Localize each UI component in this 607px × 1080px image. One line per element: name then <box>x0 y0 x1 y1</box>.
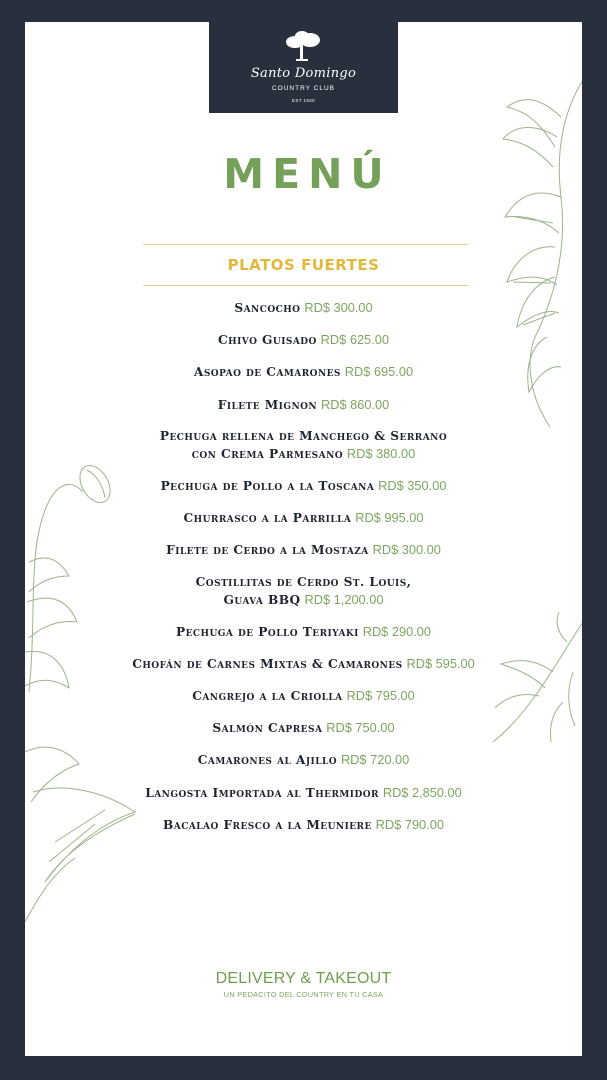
tree-logo-icon <box>283 30 323 64</box>
club-logo <box>209 22 398 113</box>
menu-item <box>25 331 582 349</box>
menu-item-line <box>25 687 582 705</box>
menu-item <box>25 719 582 737</box>
dish-name: con Crema Parmesano <box>191 446 344 461</box>
section-rule-bottom <box>143 285 469 286</box>
dish-price: RD$ 795.00 <box>346 688 415 704</box>
menu-item-line <box>25 574 582 591</box>
menu-item <box>25 477 582 495</box>
dish-name: Chofán de Carnes Mixtas & Camarones <box>132 656 403 671</box>
menu-item <box>25 784 582 802</box>
menu-item <box>25 816 582 834</box>
menu-item <box>25 655 582 673</box>
menu-item <box>25 574 582 609</box>
dish-name: Langosta Importada al Thermidor <box>145 785 379 800</box>
menu-title: MENÚ <box>223 150 392 198</box>
menu-item-line <box>25 331 582 349</box>
dish-price: RD$ 720.00 <box>340 752 410 768</box>
menu-item-line <box>25 591 582 609</box>
menu-item <box>25 428 582 463</box>
menu-item <box>25 363 582 381</box>
footer-title: DELIVERY & TAKEOUT <box>215 970 392 987</box>
menu-item-line <box>25 719 582 737</box>
menu-item-line <box>25 541 582 559</box>
dish-price: RD$ 995.00 <box>355 510 424 526</box>
dish-price: RD$ 2,850.00 <box>382 784 462 800</box>
dish-name: Bacalao Fresco a la Meuniere <box>163 817 372 832</box>
section-rule-top <box>143 244 469 245</box>
menu-item-line <box>25 299 582 317</box>
menu-item-line <box>25 623 582 641</box>
dish-name: Filete de Cerdo a la Mostaza <box>166 543 369 558</box>
dish-price: RD$ 860.00 <box>320 396 390 412</box>
dish-name: Pechuga de Pollo a la Toscana <box>160 478 375 493</box>
menu-item-line <box>25 477 582 495</box>
menu-item-line <box>25 751 582 769</box>
dish-name: Chivo Guisado <box>218 333 317 348</box>
menu-item-line <box>25 363 582 381</box>
menu-item-line <box>25 509 582 527</box>
dish-name: Pechuga de Pollo Teriyaki <box>175 624 359 639</box>
dish-price: RD$ 625.00 <box>320 332 389 348</box>
dish-name: Filete Mignon <box>217 397 318 412</box>
dish-price: RD$ 750.00 <box>326 720 395 736</box>
menu-item-list <box>25 299 582 848</box>
menu-item <box>25 623 582 641</box>
menu-item <box>25 509 582 527</box>
dish-price: RD$ 290.00 <box>362 623 431 639</box>
menu-item-line <box>25 445 582 463</box>
menu-card <box>25 22 582 1056</box>
menu-item-line <box>25 428 582 445</box>
dish-name: Churrasco a la Parrilla <box>183 511 352 526</box>
logo-script-text: Santo Domingo <box>250 66 357 81</box>
logo-subtitle: COUNTRY CLUB <box>271 85 336 92</box>
dish-name: Guava BBQ <box>223 592 301 607</box>
menu-item <box>25 299 582 317</box>
menu-item-line <box>25 655 582 673</box>
dish-price: RD$ 595.00 <box>406 655 475 671</box>
footer-subtitle: UN PEDACITO DEL COUNTRY EN TU CASA <box>223 990 384 999</box>
dish-price: RD$ 380.00 <box>346 445 416 461</box>
menu-item-line <box>25 784 582 802</box>
dish-price: RD$ 790.00 <box>375 816 444 832</box>
menu-item <box>25 396 582 414</box>
menu-item-line <box>25 396 582 414</box>
dish-name: Asopao de Camarones <box>193 365 341 380</box>
section-heading: PLATOS FUERTES <box>227 256 380 274</box>
menu-item <box>25 687 582 705</box>
dish-price: RD$ 300.00 <box>372 542 441 558</box>
dish-name: Pechuga rellena de Manchego & Serrano <box>159 428 448 443</box>
dish-name: Camarones al Ajillo <box>197 753 338 768</box>
dish-name: Costillitas de Cerdo St. Louis, <box>195 574 412 589</box>
dish-name: Salmón Capresa <box>212 721 323 736</box>
dish-price: RD$ 695.00 <box>344 364 414 380</box>
menu-item <box>25 541 582 559</box>
menu-item-line <box>25 816 582 834</box>
dish-price: RD$ 1,200.00 <box>304 591 384 607</box>
dish-price: RD$ 300.00 <box>304 300 373 315</box>
dish-price: RD$ 350.00 <box>378 477 447 493</box>
menu-item <box>25 751 582 769</box>
dish-name: Sancocho <box>234 301 301 315</box>
dish-name: Cangrejo a la Criolla <box>192 689 343 704</box>
logo-established: EST 1920 <box>291 98 316 103</box>
